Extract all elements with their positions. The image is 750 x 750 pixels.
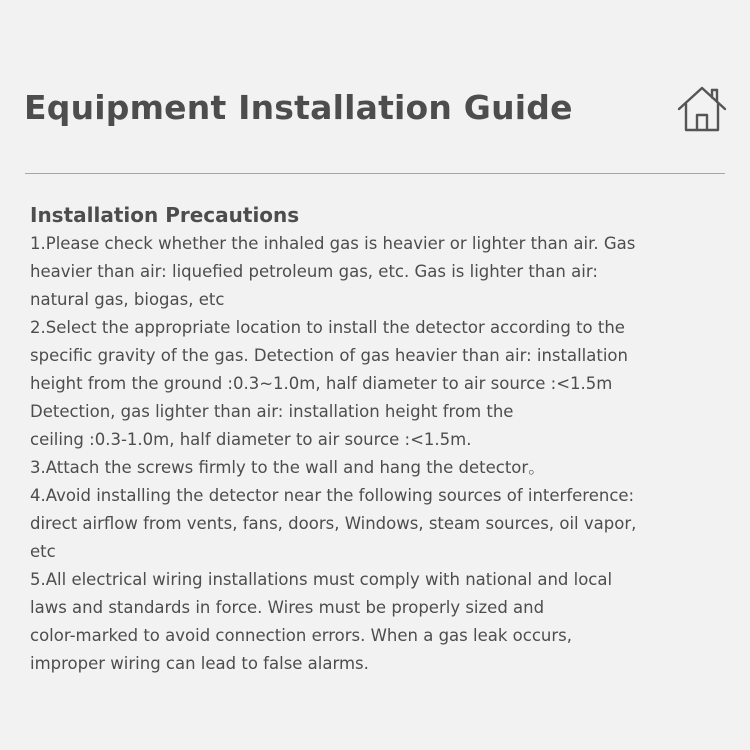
text-line: color-marked to avoid connection errors. When a gas leak occurs, <box>30 626 572 645</box>
text-line: ceiling :0.3-1.0m, half diameter to air source :<1.5m. <box>30 430 472 449</box>
header-divider <box>25 173 725 174</box>
text-line: 1.Please check whether the inhaled gas is heavier or lighter than air. Gas <box>30 234 636 253</box>
text-line: Detection, gas lighter than air: installation height from the <box>30 402 514 421</box>
text-line: specific gravity of the gas. Detection of gas heavier than air: installation <box>30 346 628 365</box>
text-line: heavier than air: liquefied petroleum gas, etc. Gas is lighter than air: <box>30 262 598 281</box>
text-line: 5.All electrical wiring installations must comply with national and local <box>30 570 613 589</box>
text-line: etc <box>30 542 56 561</box>
text-line: 2.Select the appropriate location to install the detector according to the <box>30 318 625 337</box>
section-heading: Installation Precautions <box>30 203 300 227</box>
text-line: improper wiring can lead to false alarms. <box>30 654 369 673</box>
text-line: natural gas, biogas, etc <box>30 290 225 309</box>
installation-precautions-section <box>30 200 730 678</box>
text-line: 4.Avoid installing the detector near the following sources of interference: <box>30 486 635 505</box>
text-line: laws and standards in force. Wires must be properly sized and <box>30 598 545 617</box>
text-line: direct airflow from vents, fans, doors, Windows, steam sources, oil vapor, <box>30 514 637 533</box>
page-title: Equipment Installation Guide <box>24 88 573 127</box>
text-line: 3.Attach the screws firmly to the wall and hang the detector。 <box>30 458 545 477</box>
home-icon[interactable] <box>676 84 728 134</box>
text-line: height from the ground :0.3~1.0m, half diameter to air source :<1.5m <box>30 374 613 393</box>
